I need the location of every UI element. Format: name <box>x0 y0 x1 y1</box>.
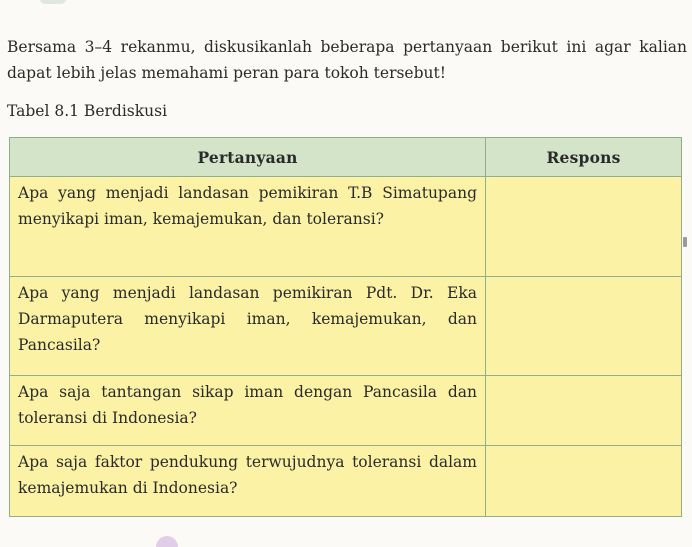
table-row <box>10 446 682 517</box>
response-cell[interactable] <box>486 177 682 277</box>
response-cell[interactable] <box>486 376 682 446</box>
table-row <box>10 177 682 277</box>
table-row <box>10 277 682 376</box>
table-caption: Tabel 8.1 Berdiskusi <box>7 102 168 120</box>
decorative-dot <box>156 536 178 547</box>
header-question: Pertanyaan <box>10 138 486 177</box>
table-row <box>10 376 682 446</box>
intro-paragraph: Bersama 3–4 rekanmu, diskusikanlah beberapa pertanyaan berikut ini agar kalian dapat lebih jelas memahami peran para tokoh tersebut! <box>7 38 687 82</box>
question-cell: Apa saja faktor pendukung terwujudnya toleransi dalam kemajemukan di Indonesia? <box>10 446 486 517</box>
table-header-row <box>10 138 682 177</box>
decorative-tab-mark <box>40 0 66 4</box>
header-response: Respons <box>486 138 682 177</box>
response-cell[interactable] <box>486 446 682 517</box>
question-cell: Apa yang menjadi landasan pemikiran Pdt. Dr. Eka Darmaputera menyikapi iman, kemajemukan, dan Pancasila? <box>10 277 486 376</box>
question-cell: Apa saja tantangan sikap iman dengan Pancasila dan toleransi di Indonesia? <box>10 376 486 446</box>
response-cell[interactable] <box>486 277 682 376</box>
text-cursor-icon <box>683 237 687 247</box>
discussion-table <box>9 137 682 517</box>
question-cell: Apa yang menjadi landasan pemikiran T.B Simatupang menyikapi iman, kemajemukan, dan toleransi? <box>10 177 486 277</box>
